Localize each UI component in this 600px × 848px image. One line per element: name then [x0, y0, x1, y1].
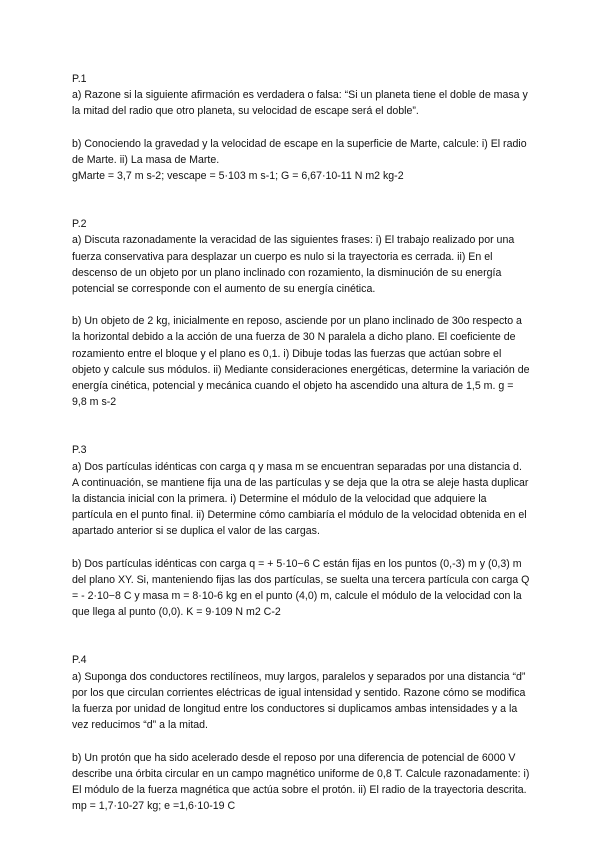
section-gap: [72, 410, 530, 442]
section-gap: [72, 620, 530, 652]
problem-label: P.4: [72, 654, 87, 667]
section-gap: [72, 184, 530, 216]
problem-part-b: b) Un objeto de 2 kg, inicialmente en reposo, asciende por un plano inclinado de 30o respecto a la horizontal debido a la acción de una fuerza de 30 N paralela a dicho plano. El coeficiente de rozamiento entre el bloque y el plano es 0,1. i) Dibuje todas las fuerzas que actúan sobre el objeto y calcule sus módulos. ii) Mediante consideraciones energéticas, determine la variación de energía cinética, potencial y mecánica cuando el objeto ha ascendido una altura de 1,5 m. g = 9,8 m s-2: [72, 315, 530, 409]
problem-p3: [72, 442, 530, 620]
problem-part-a: a) Suponga dos conductores rectilíneos, muy largos, paralelos y separados por una distancia “d” por los que circulan corrientes eléctricas de igual intensidad y sentido. Razone cómo se modifica la fuerza por unidad de longitud entre los conductores si duplicamos ambas intensidades y a la vez reducimos “d” a la mitad.: [72, 670, 526, 732]
problem-part-a: a) Dos partículas idénticas con carga q y masa m se encuentran separadas por una distancia d. A continuación, se mantiene fija una de las partículas y se deja que la otra se aleje hasta duplicar la distancia inicial con la primera. i) Determine el módulo de la velocidad que adquiere la partícula en el punto final. ii) Determine cómo cambiaría el módulo de la velocidad obtenida en el apartado anterior si se duplica el valor de las cargas.: [72, 460, 529, 538]
problem-data-line: gMarte = 3,7 m s-2; vescape = 5·103 m s-1; G = 6,67·10-11 N m2 kg-2: [72, 170, 404, 183]
problem-part-a: a) Discuta razonadamente la veracidad de las siguientes frases: i) El trabajo realizado por una fuerza conservativa para desplazar un cuerpo es nulo si la trayectoria es cerrada. ii) En el descenso de un objeto por un plano inclinado con rozamiento, la disminución de su energía potencial se corresponde con el aumento de su energía cinética.: [72, 234, 515, 296]
problem-part-b: b) Conociendo la gravedad y la velocidad de escape en la superficie de Marte, calcule: i) El radio de Marte. ii) La masa de Marte.: [72, 137, 527, 166]
problem-part-a: a) Razone si la siguiente afirmación es verdadera o falsa: “Si un planeta tiene el doble de masa y la mitad del radio que otro planeta, su velocidad de escape será el doble”.: [72, 89, 528, 118]
document-content: [72, 71, 530, 814]
problem-label: P.1: [72, 73, 87, 85]
problem-p4: [72, 652, 530, 814]
problem-p2: [72, 216, 530, 410]
problem-label: P.2: [72, 218, 87, 231]
problem-p1: [72, 71, 530, 184]
problem-part-b: b) Un protón que ha sido acelerado desde el reposo por una diferencia de potencial de 6000 V describe una órbita circular en un campo magnético uniforme de 0,8 T. Calcule razonadamente: i) El módulo de la fuerza magnética que actúa sobre el protón. ii) El radio de la trayectoria descrita. mp = 1,7·10-27 kg; e =1,6·10-19 C: [72, 751, 530, 813]
problem-part-b: b) Dos partículas idénticas con carga q = + 5·10−6 C están fijas en los puntos (0,-3) m y (0,3) m del plano XY. Si, manteniendo fijas las dos partículas, se suelta una tercera partícula con carga Q = - 2·10−8 C y masa m = 8·10-6 kg en el punto (4,0) m, calcule el módulo de la velocidad con la que llega al punto (0,0). K = 9·109 N m2 C-2: [72, 557, 530, 619]
problem-label: P.3: [72, 444, 87, 457]
